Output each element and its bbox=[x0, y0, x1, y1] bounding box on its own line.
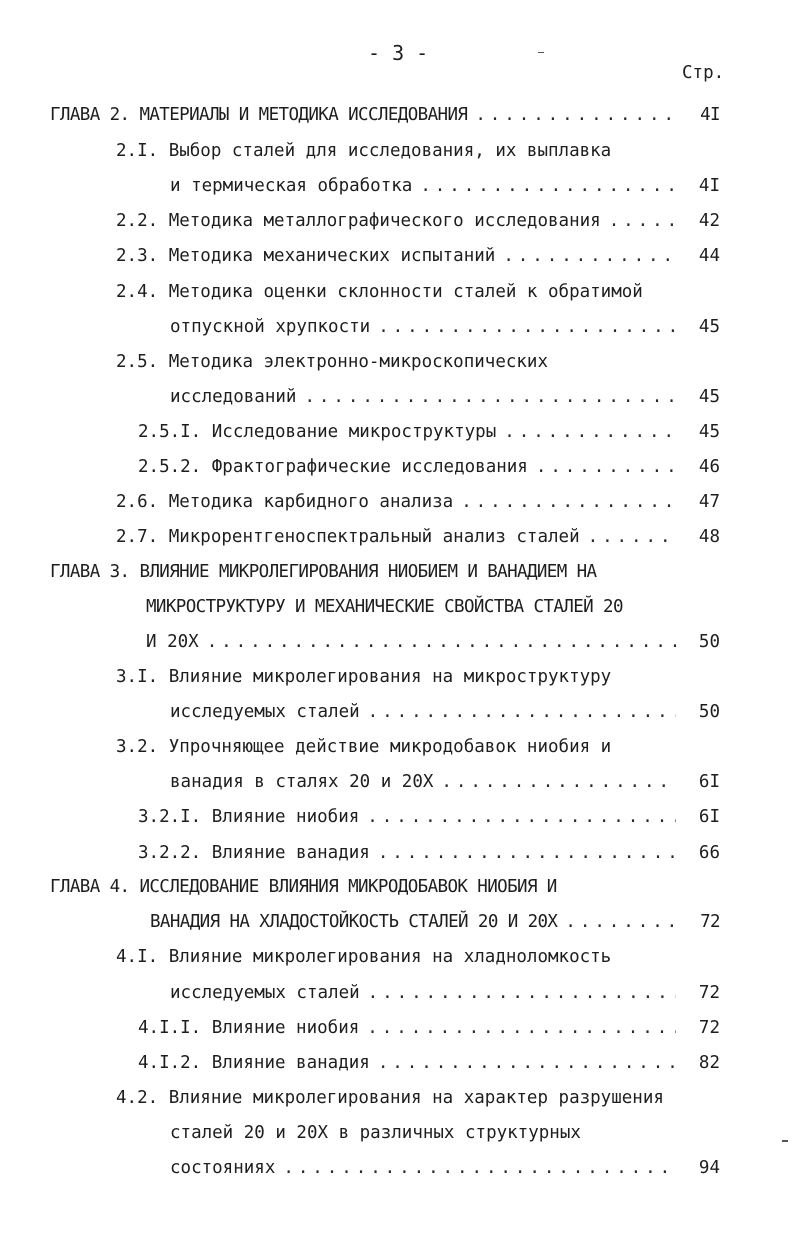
toc-entry bbox=[116, 210, 720, 232]
dot-leader bbox=[275, 1157, 676, 1179]
entry-number: 2.6. bbox=[116, 492, 159, 512]
scan-mark bbox=[782, 1140, 788, 1142]
dot-leader bbox=[359, 1017, 676, 1039]
entry-title-cont: исследований bbox=[170, 387, 297, 407]
dot-leader bbox=[433, 771, 676, 793]
entry-number: 3.2. bbox=[116, 737, 159, 757]
toc-entry-continuation bbox=[170, 982, 720, 1004]
entry-page: 47 bbox=[698, 492, 720, 512]
entry-title-cont: ВАНАДИЯ НА ХЛАДОСТОЙКОСТЬ СТАЛЕЙ 20 И 20Х bbox=[150, 912, 558, 932]
dot-leader bbox=[359, 806, 676, 828]
entry-title: Влияние микролегирования на микроструктуру bbox=[168, 667, 612, 687]
entry-number: 4.I.I. bbox=[138, 1018, 202, 1038]
page-number: - 3 - bbox=[368, 41, 429, 65]
entry-number: 4.I. bbox=[116, 947, 159, 967]
entry-page: 82 bbox=[698, 1053, 720, 1073]
entry-page: 45 bbox=[698, 387, 720, 407]
entry-number: ГЛАВА 4. bbox=[50, 877, 130, 897]
dot-leader bbox=[360, 701, 676, 723]
dot-leader bbox=[528, 456, 676, 478]
entry-title: Упрочняющее действие микродобавок ниобия и bbox=[168, 737, 612, 757]
toc-entry bbox=[50, 104, 720, 126]
entry-number: 2.5. bbox=[116, 352, 159, 372]
entry-title: МАТЕРИАЛЫ И МЕТОДИКА ИССЛЕДОВАНИЯ bbox=[139, 105, 468, 125]
entry-number: 4.I.2. bbox=[138, 1053, 202, 1073]
entry-number: 2.5.2. bbox=[138, 457, 202, 477]
entry-title: Методика механических испытаний bbox=[168, 246, 496, 266]
entry-page: 72 bbox=[698, 1018, 720, 1038]
toc-entry bbox=[116, 245, 720, 267]
toc-entry-continuation bbox=[170, 316, 720, 338]
entry-title: Влияние ниобия bbox=[211, 1018, 360, 1038]
toc-entry bbox=[50, 876, 557, 898]
entry-title: Влияние ванадия bbox=[211, 843, 370, 863]
toc-entry bbox=[138, 421, 720, 443]
entry-title: Методика карбидного анализа bbox=[168, 492, 454, 512]
entry-page: 4I bbox=[698, 176, 720, 196]
entry-page: 94 bbox=[698, 1158, 720, 1178]
entry-number: 2.I. bbox=[116, 141, 159, 161]
entry-page: 48 bbox=[698, 527, 720, 547]
entry-title: Методика оценки склонности сталей к обратимой bbox=[168, 282, 643, 302]
entry-title: Фрактографические исследования bbox=[211, 457, 528, 477]
toc-entry-continuation bbox=[170, 175, 720, 197]
entry-page: 45 bbox=[698, 422, 720, 442]
entry-page: 42 bbox=[698, 211, 720, 231]
toc-entry bbox=[116, 736, 611, 758]
entry-number: 3.I. bbox=[116, 667, 159, 687]
entry-number: 2.2. bbox=[116, 211, 159, 231]
entry-title-cont: ванадия в сталях 20 и 20Х bbox=[170, 772, 434, 792]
entry-title: Методика металлографического исследования bbox=[168, 211, 601, 231]
entry-number: 2.5.I. bbox=[138, 422, 202, 442]
dot-leader bbox=[412, 175, 676, 197]
entry-title: Микрорентгеноспектральный анализ сталей bbox=[168, 527, 580, 547]
toc-entry bbox=[138, 456, 720, 478]
entry-title: Выбор сталей для исследования, их выплавка bbox=[168, 141, 612, 161]
dot-leader bbox=[199, 631, 676, 653]
entry-title: ИССЛЕДОВАНИЕ ВЛИЯНИЯ МИКРОДОБАВОК НИОБИЯ И bbox=[139, 877, 557, 897]
toc-entry bbox=[116, 140, 611, 162]
toc-entry bbox=[116, 1087, 664, 1109]
toc-entry-continuation bbox=[170, 701, 720, 723]
dot-leader bbox=[580, 526, 676, 548]
toc-entry-continuation bbox=[170, 1157, 720, 1179]
toc-entry bbox=[138, 1052, 720, 1074]
entry-title: Методика электронно-микроскопических bbox=[168, 352, 548, 372]
entry-page: 66 bbox=[698, 843, 720, 863]
toc-entry bbox=[116, 351, 548, 373]
toc-entry bbox=[116, 526, 720, 548]
entry-title-cont: отпускной хрупкости bbox=[170, 317, 371, 337]
entry-page: 45 bbox=[698, 317, 720, 337]
toc-entry bbox=[116, 946, 611, 968]
entry-number: 2.7. bbox=[116, 527, 159, 547]
entry-number: 3.2.I. bbox=[138, 807, 202, 827]
entry-page: 46 bbox=[698, 457, 720, 477]
entry-title: Влияние микролегирования на характер разрушения bbox=[168, 1088, 664, 1108]
page-column-label: Стр. bbox=[682, 63, 725, 83]
toc-entry bbox=[138, 806, 720, 828]
toc-entry bbox=[116, 281, 643, 303]
entry-page: 6I bbox=[698, 772, 720, 792]
dot-leader bbox=[601, 210, 676, 232]
dot-leader bbox=[370, 1052, 676, 1074]
entry-number: 4.2. bbox=[116, 1088, 159, 1108]
entry-page: 6I bbox=[698, 807, 720, 827]
toc-entry-continuation bbox=[146, 631, 720, 653]
toc-entry bbox=[50, 561, 597, 583]
entry-title: ВЛИЯНИЕ МИКРОЛЕГИРОВАНИЯ НИОБИЕМ И ВАНАДИЕМ НА bbox=[139, 562, 597, 582]
entry-title-cont: и термическая обработка bbox=[170, 176, 413, 196]
dot-leader bbox=[296, 386, 676, 408]
dot-leader bbox=[467, 104, 676, 126]
toc-entry bbox=[116, 491, 720, 513]
entry-number: 2.4. bbox=[116, 282, 159, 302]
dot-leader bbox=[370, 842, 676, 864]
entry-title-cont: И 20Х bbox=[146, 632, 199, 652]
entry-number: ГЛАВА 2. bbox=[50, 105, 130, 125]
toc-entry-continuation bbox=[170, 771, 720, 793]
entry-number: ГЛАВА 3. bbox=[50, 562, 130, 582]
entry-title: Влияние ниобия bbox=[211, 807, 360, 827]
dot-leader bbox=[370, 316, 676, 338]
dot-leader bbox=[360, 982, 676, 1004]
entry-page: 50 bbox=[698, 702, 720, 722]
entry-title: Влияние микролегирования на хладноломкость bbox=[168, 947, 612, 967]
toc-entry bbox=[138, 1017, 720, 1039]
dot-leader bbox=[496, 421, 676, 443]
toc-entry bbox=[116, 666, 611, 688]
entry-title-cont: исследуемых сталей bbox=[170, 983, 360, 1003]
entry-number: 2.3. bbox=[116, 246, 159, 266]
scan-mark bbox=[538, 52, 544, 53]
entry-page: 72 bbox=[698, 983, 720, 1003]
toc-entry-continuation bbox=[150, 911, 720, 933]
entry-title: Исследование микроструктуры bbox=[211, 422, 497, 442]
entry-page: 4I bbox=[700, 105, 720, 125]
toc-entry-continuation: МИКРОСТРУКТУРУ И МЕХАНИЧЕСКИЕ СВОЙСТВА СТАЛЕЙ 20 bbox=[146, 597, 623, 617]
entry-page: 50 bbox=[698, 632, 720, 652]
toc-entry-continuation: сталей 20 и 20Х в различных структурных bbox=[170, 1123, 581, 1143]
dot-leader bbox=[495, 245, 676, 267]
entry-number: 3.2.2. bbox=[138, 843, 202, 863]
entry-page: 44 bbox=[698, 246, 720, 266]
entry-title-cont: исследуемых сталей bbox=[170, 702, 360, 722]
entry-page: 72 bbox=[700, 912, 720, 932]
entry-title: Влияние ванадия bbox=[211, 1053, 370, 1073]
entry-title-cont: состояниях bbox=[170, 1158, 276, 1178]
dot-leader bbox=[557, 911, 676, 933]
dot-leader bbox=[453, 491, 676, 513]
toc-entry bbox=[138, 842, 720, 864]
toc-entry-continuation bbox=[170, 386, 720, 408]
